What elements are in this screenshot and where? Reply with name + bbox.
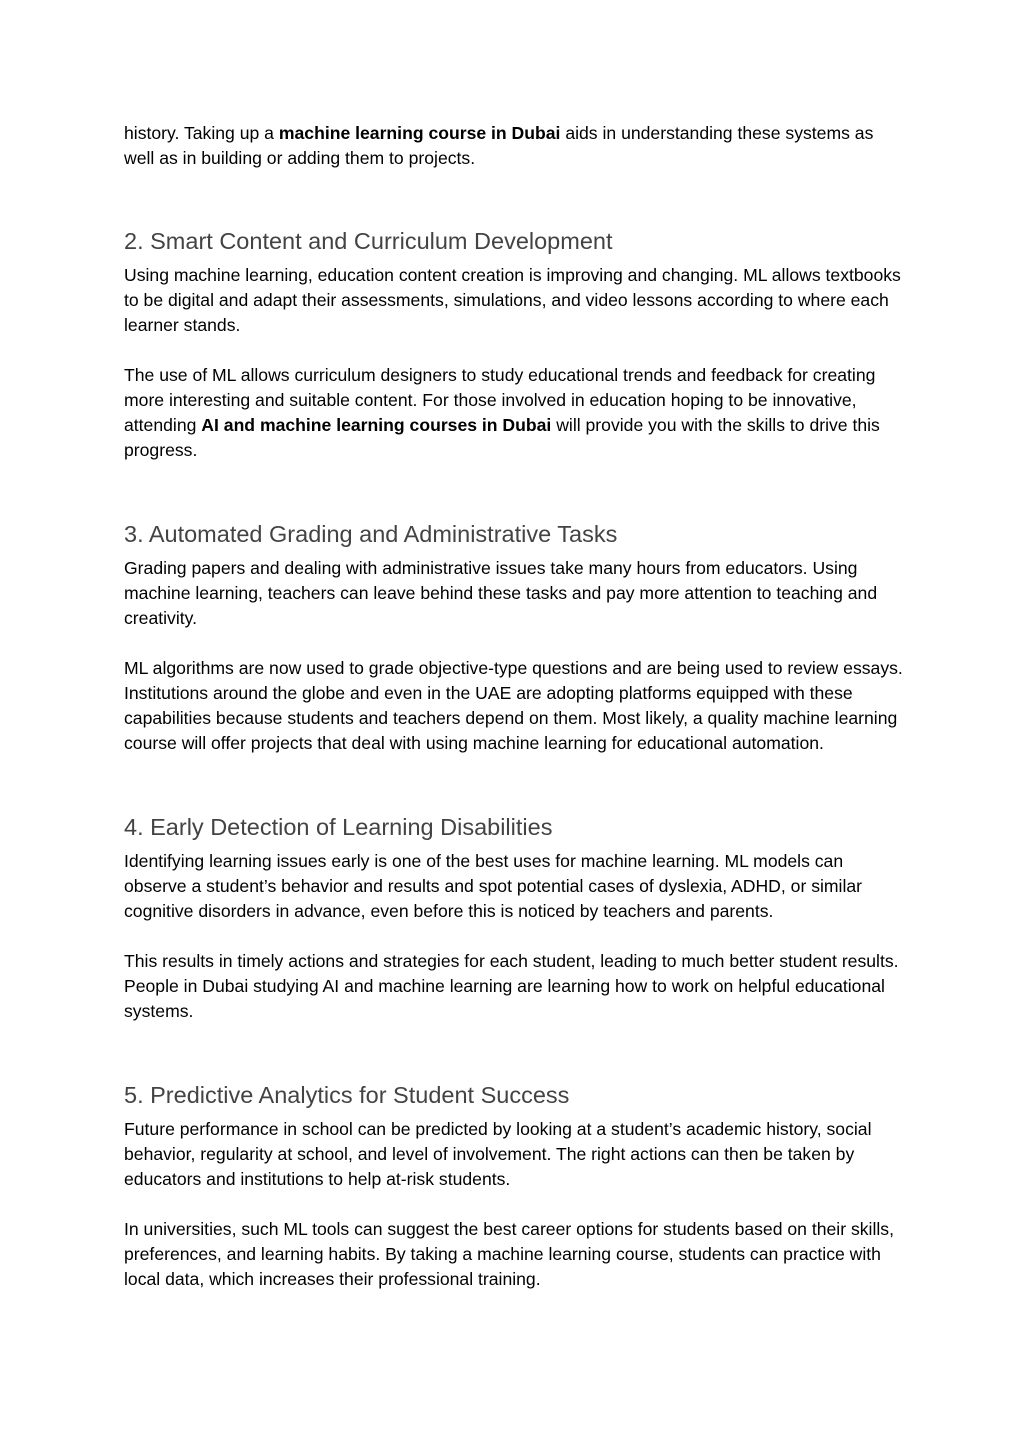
- section-heading: 5. Predictive Analytics for Student Success: [124, 1082, 570, 1108]
- document-page: [124, 121, 904, 1292]
- paragraph-text-end: will provide you with the skills to drive this progress.: [124, 415, 880, 460]
- paragraph-text-start: The use of ML allows curriculum designers to study educational trends and feedback for creating more interesting and suitable content. For those involved in education hoping to be innovative, attending: [124, 365, 876, 435]
- section-paragraph: This results in timely actions and strategies for each student, leading to much better student results. People in Dubai studying AI and machine learning are learning how to work on helpful educational systems.: [124, 951, 899, 1021]
- section-heading: 4. Early Detection of Learning Disabilities: [124, 814, 553, 840]
- section-paragraph: Identifying learning issues early is one of the best uses for machine learning. ML models can observe a student’s behavior and results and spot potential cases of dyslexia, ADHD, or similar cognitive disorders in advance, even before this is noticed by teachers and parents.: [124, 851, 863, 921]
- section-paragraph: In universities, such ML tools can suggest the best career options for students based on their skills, preferences, and learning habits. By taking a machine learning course, students can practice with local data, which increases their professional training.: [124, 1219, 894, 1289]
- intro-text-end: aids in understanding these systems as well as in building or adding them to projects.: [124, 123, 874, 168]
- paragraph-bold-phrase: AI and machine learning courses in Dubai: [201, 415, 552, 435]
- section-heading: 2. Smart Content and Curriculum Development: [124, 228, 613, 254]
- section-early-detection: [124, 812, 904, 1024]
- section-paragraph: Grading papers and dealing with administrative issues take many hours from educators. Using machine learning, teachers can leave behind these tasks and pay more attention to teaching and creativity.: [124, 558, 878, 628]
- section-heading: 3. Automated Grading and Administrative Tasks: [124, 521, 618, 547]
- intro-paragraph: [124, 121, 904, 171]
- section-paragraph: Using machine learning, education content creation is improving and changing. ML allows textbooks to be digital and adapt their assessments, simulations, and video lessons according to where each learner stands.: [124, 265, 901, 335]
- intro-text-start: history. Taking up a: [124, 123, 279, 143]
- section-predictive-analytics: [124, 1080, 904, 1292]
- intro-bold-phrase: machine learning course in Dubai: [278, 123, 561, 143]
- section-paragraph: [124, 363, 904, 463]
- section-paragraph: Future performance in school can be predicted by looking at a student’s academic history, social behavior, regularity at school, and level of involvement. The right actions can then be taken by educators and institutions to help at-risk students.: [124, 1119, 872, 1189]
- section-automated-grading: [124, 519, 904, 756]
- section-paragraph: ML algorithms are now used to grade objective-type questions and are being used to review essays. Institutions around the globe and even in the UAE are adopting platforms equipped with these capabilities because students and teachers depend on them. Most likely, a quality machine learning course will offer projects that deal with using machine learning for educational automation.: [124, 658, 903, 753]
- section-smart-content: [124, 226, 904, 463]
